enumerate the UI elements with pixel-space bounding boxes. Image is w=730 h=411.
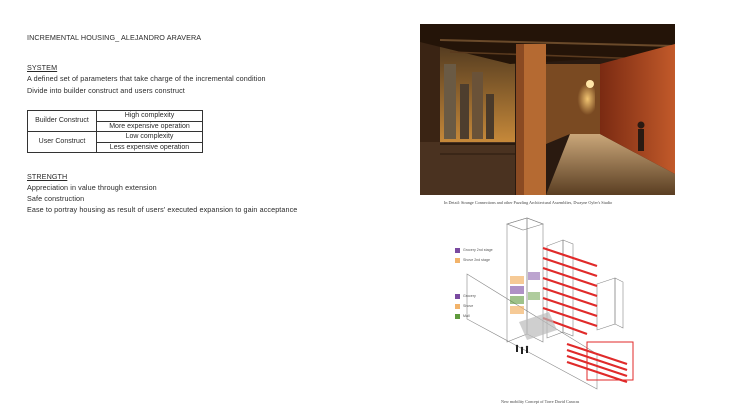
table-row-builder bbox=[28, 111, 203, 122]
table-cell-builder-label: Builder Construct bbox=[28, 111, 97, 132]
system-line-1: A defined set of parameters that take charge of the incremental condition bbox=[27, 74, 266, 83]
system-line-2: Divide into builder construct and users construct bbox=[27, 86, 185, 95]
mobility-diagram bbox=[447, 214, 647, 396]
architecture-photo bbox=[420, 24, 675, 195]
page-title: INCREMENTAL HOUSING_ ALEJANDRO ARAVERA bbox=[27, 33, 202, 42]
table-cell-builder-value-2: More expensive operation bbox=[97, 121, 203, 132]
diagram-caption: New mobility Concept of Torre David Caracas bbox=[501, 399, 580, 404]
strength-heading: STRENGTH bbox=[27, 172, 68, 181]
legend-shove-2nd: Shove 2nd stage bbox=[463, 258, 490, 262]
strength-line-3: Ease to portray housing as result of users' executed expansion to gain acceptance bbox=[27, 205, 298, 214]
legend-shove: Shove bbox=[463, 304, 474, 308]
photo-caption: In Detail: Strange Connections and other Puzzling Architectural Assemblies, Dwayne Oyler's Studio bbox=[444, 200, 613, 205]
table-cell-user-label: User Construct bbox=[28, 132, 97, 153]
table-cell-builder-value-1: High complexity bbox=[97, 111, 203, 122]
strength-line-2: Safe construction bbox=[27, 194, 85, 203]
legend-mall: Mall bbox=[463, 314, 470, 318]
table-row-user bbox=[28, 132, 203, 143]
construct-table bbox=[27, 110, 203, 153]
legend-grocery: Grocery bbox=[463, 294, 476, 298]
strength-line-1: Appreciation in value through extension bbox=[27, 183, 157, 192]
table-cell-user-value-1: Low complexity bbox=[97, 132, 203, 143]
legend-grocery-2nd: Grocery 2nd stage bbox=[463, 248, 493, 252]
system-heading: SYSTEM bbox=[27, 63, 58, 72]
table-cell-user-value-2: Less expensive operation bbox=[97, 142, 203, 153]
